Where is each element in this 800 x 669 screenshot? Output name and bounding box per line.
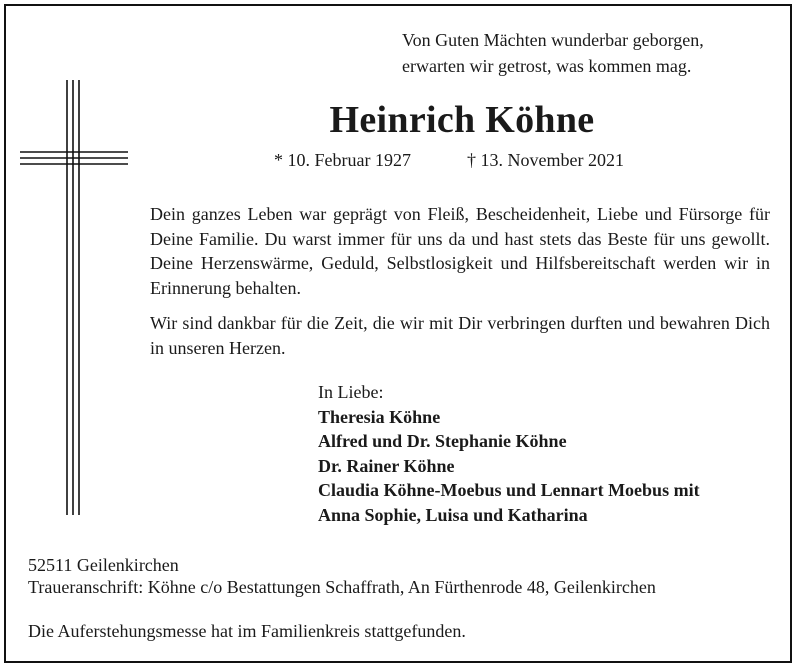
quote xyxy=(402,27,704,79)
tribute-paragraph-1: Dein ganzes Leben war geprägt von Fleiß, Bescheidenheit, Liebe und Fürsorge für Deine Familie. Du warst immer für uns da und hast stets das Beste für uns gewollt. Deine Herzenswärme, Geduld, Selbstlosigkeit und Hilfsbereitschaft werden wir in Erinnerung behalten. xyxy=(150,204,770,298)
quote-line-1: Von Guten Mächten wunderbar geborgen, xyxy=(402,30,704,50)
death-date: † 13. November 2021 xyxy=(467,150,624,170)
location: 52511 Geilenkirchen xyxy=(28,555,179,575)
mourners-intro: In Liebe: xyxy=(318,382,384,402)
mass-notice: Die Auferstehungsmesse hat im Familienkreis stattgefunden. xyxy=(28,621,466,641)
tribute-paragraph-2: Wir sind dankbar für die Zeit, die wir mit Dir verbringen durften und bewahren Dich in unseren Herzen. xyxy=(150,313,770,358)
quote-line-2: erwarten wir getrost, was kommen mag. xyxy=(402,56,692,76)
mourner-name: Theresia Köhne xyxy=(318,406,441,427)
mourner-name: Claudia Köhne-Moebus und Lennart Moebus mit xyxy=(318,480,700,500)
birth-date: * 10. Februar 1927 xyxy=(274,150,411,170)
deceased-name: Heinrich Köhne xyxy=(329,99,595,141)
mourner-name: Alfred und Dr. Stephanie Köhne xyxy=(318,431,567,451)
mourners-list xyxy=(318,380,700,527)
mourner-name: Dr. Rainer Köhne xyxy=(318,455,455,476)
mourner-name: Anna Sophie, Luisa und Katharina xyxy=(318,504,588,525)
mourning-address: Traueranschrift: Köhne c/o Bestattungen Schaffrath, An Fürthenrode 48, Geilenkirchen xyxy=(28,577,656,597)
